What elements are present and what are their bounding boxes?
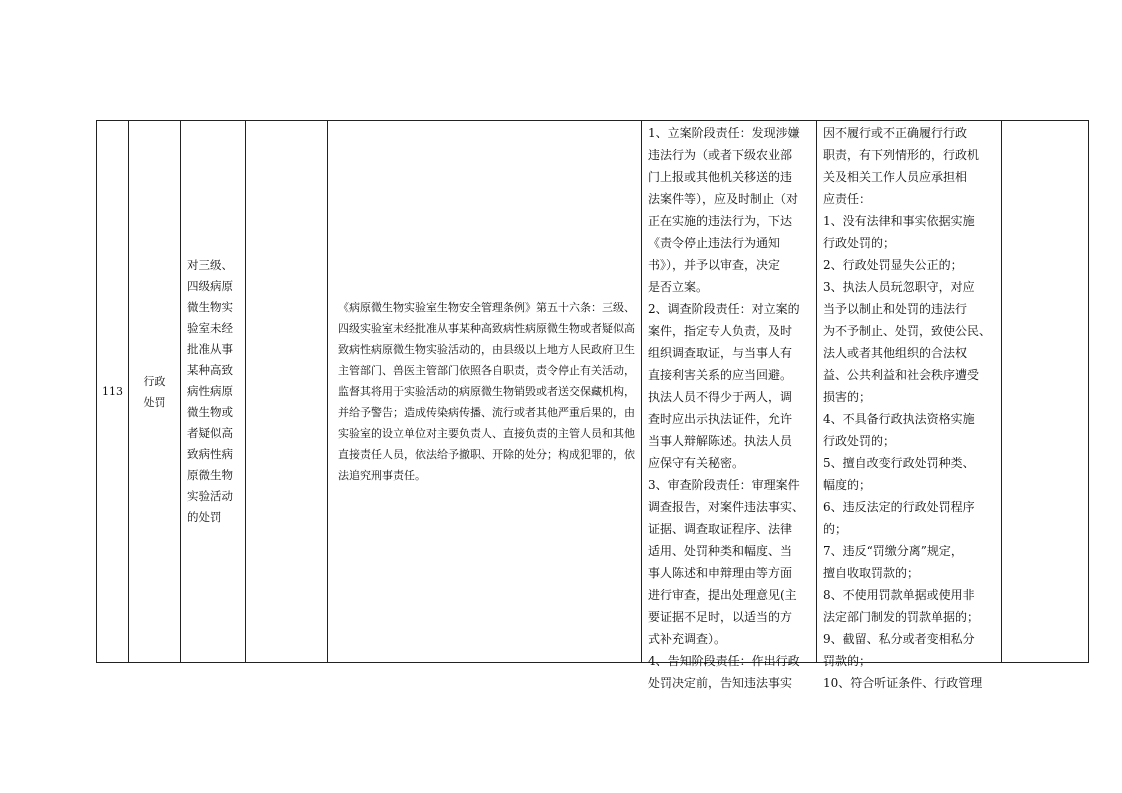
responsibility-list (642, 121, 816, 690)
accountability-line: 法人或者其他组织的合法权 (823, 346, 968, 360)
responsibility-line: 当事人辩解陈述。执法人员 (648, 434, 793, 448)
accountability-line: 幅度的； (823, 478, 872, 492)
accountability-line: 3、执法人员玩忽职守，对应 (823, 280, 975, 294)
category-text: 行政处罚 (143, 374, 166, 409)
accountability-line: 的； (823, 522, 848, 536)
accountability-line: 为不予制止、处罚，致使公民、 (823, 324, 992, 338)
accountability-line: 4、不具备行政执法资格实施 (823, 412, 975, 426)
responsibility-line: 执法人员不得少于两人，调 (648, 390, 793, 404)
accountability-line: 8、不使用罚款单据或使用非 (823, 588, 975, 602)
responsibility-line: 组织调查取证，与当事人有 (648, 346, 793, 360)
accountability-line: 罚款的； (823, 654, 872, 668)
responsibility-line: 2、调查阶段责任：对立案的 (648, 302, 800, 316)
responsibility-line: 门上报或其他机关移送的违 (648, 170, 793, 184)
responsibility-line: 调查报告，对案件违法事实、 (648, 500, 805, 514)
accountability-line: 行政处罚的； (823, 236, 896, 250)
table-row (97, 121, 1089, 663)
responsibility-line: 书》），并予以审查，决定 (648, 258, 781, 272)
accountability-list (817, 121, 1001, 690)
legal-basis-text: 《病原微生物实验室生物安全管理条例》第五十六条：三级、四级实验室未经批准从事某种高致病性病原微生物或者疑似高致病性病原微生物实验活动的，由县级以上地方人民政府卫生主管部门、兽医主管部门依照各自职责，责令停止有关活动，监督其将用于实验活动的病原微生物销毁或者送交保藏机构，并给予警告；造成传染病传播、流行或者其他严重后果的，由实验室的设立单位对主要负责人、直接负责的主管人员和其他直接责任人员，依法给予撤职、开除的处分；构成犯罪的，依法追究刑事责任。 (338, 301, 635, 482)
accountability-line: 因不履行或不正确履行行政 (823, 126, 968, 140)
sub-item-cell (246, 121, 328, 663)
accountability-line: 1、没有法律和事实依据实施 (823, 214, 975, 228)
responsibility-line: 应保守有关秘密。 (648, 456, 745, 470)
responsibility-line: 违法行为（或者下级农业部 (648, 148, 793, 162)
accountability-line: 9、截留、私分或者变相私分 (823, 632, 975, 646)
responsibility-table (96, 120, 1089, 690)
accountability-line: 2、行政处罚显失公正的； (823, 258, 963, 272)
accountability-line: 6、违反法定的行政处罚程序 (823, 500, 975, 514)
item-name-cell (181, 121, 246, 663)
remarks-cell (1002, 121, 1089, 663)
responsibility-line: 《责令停止违法行为通知 (648, 236, 781, 250)
responsibility-line: 证据、调查取证程序、法律 (648, 522, 793, 536)
accountability-cell (817, 121, 1002, 690)
responsibility-line: 正在实施的违法行为，下达 (648, 214, 793, 228)
accountability-line: 5、擅自改变行政处罚种类、 (823, 456, 975, 470)
responsibility-line: 查时应出示执法证件，允许 (648, 412, 793, 426)
responsibility-line: 事人陈述和申辩理由等方面 (648, 566, 793, 580)
responsibility-line: 进行审查，提出处理意见(主 (648, 588, 797, 602)
accountability-line: 擅自收取罚款的； (823, 566, 920, 580)
responsibility-line: 4、告知阶段责任：作出行政 (648, 654, 800, 668)
accountability-line: 关及相关工作人员应承担相 (823, 170, 968, 184)
responsibility-line: 法案件等），应及时制止（对 (648, 192, 799, 206)
responsibility-line: 是否立案。 (648, 280, 709, 294)
row-number: 113 (97, 121, 129, 663)
accountability-line: 10、符合听证条件、行政管理 (823, 676, 983, 690)
accountability-line: 损害的； (823, 390, 872, 404)
responsibility-line: 处罚决定前，告知违法事实 (648, 676, 793, 690)
accountability-line: 行政处罚的； (823, 434, 896, 448)
responsibility-line: 直接利害关系的应当回避。 (648, 368, 793, 382)
accountability-line: 法定部门制发的罚款单据的； (823, 610, 980, 624)
category-cell (129, 121, 181, 663)
responsibility-line: 要证据不足时，以适当的方 (648, 610, 793, 624)
accountability-line: 职责，有下列情形的，行政机 (823, 148, 980, 162)
accountability-line: 7、违反“罚缴分离”规定， (823, 544, 963, 558)
responsibility-line: 案件，指定专人负责，及时 (648, 324, 793, 338)
responsibility-cell (642, 121, 817, 690)
legal-basis-cell (328, 121, 642, 663)
item-name-text: 对三级、四级病原微生物实验室未经批准从事某种高致病性病原微生物或者疑似高致病性病原微生物实验活动的处罚 (187, 258, 233, 524)
accountability-line: 当予以制止和处罚的违法行 (823, 302, 968, 316)
responsibility-line: 1、立案阶段责任：发现涉嫌 (648, 126, 800, 140)
accountability-line: 益、公共利益和社会秩序遭受 (823, 368, 980, 382)
responsibility-line: 适用、处罚种类和幅度、当 (648, 544, 793, 558)
accountability-line: 应责任： (823, 192, 872, 206)
responsibility-line: 式补充调查）。 (648, 632, 727, 646)
responsibility-line: 3、审查阶段责任：审理案件 (648, 478, 800, 492)
